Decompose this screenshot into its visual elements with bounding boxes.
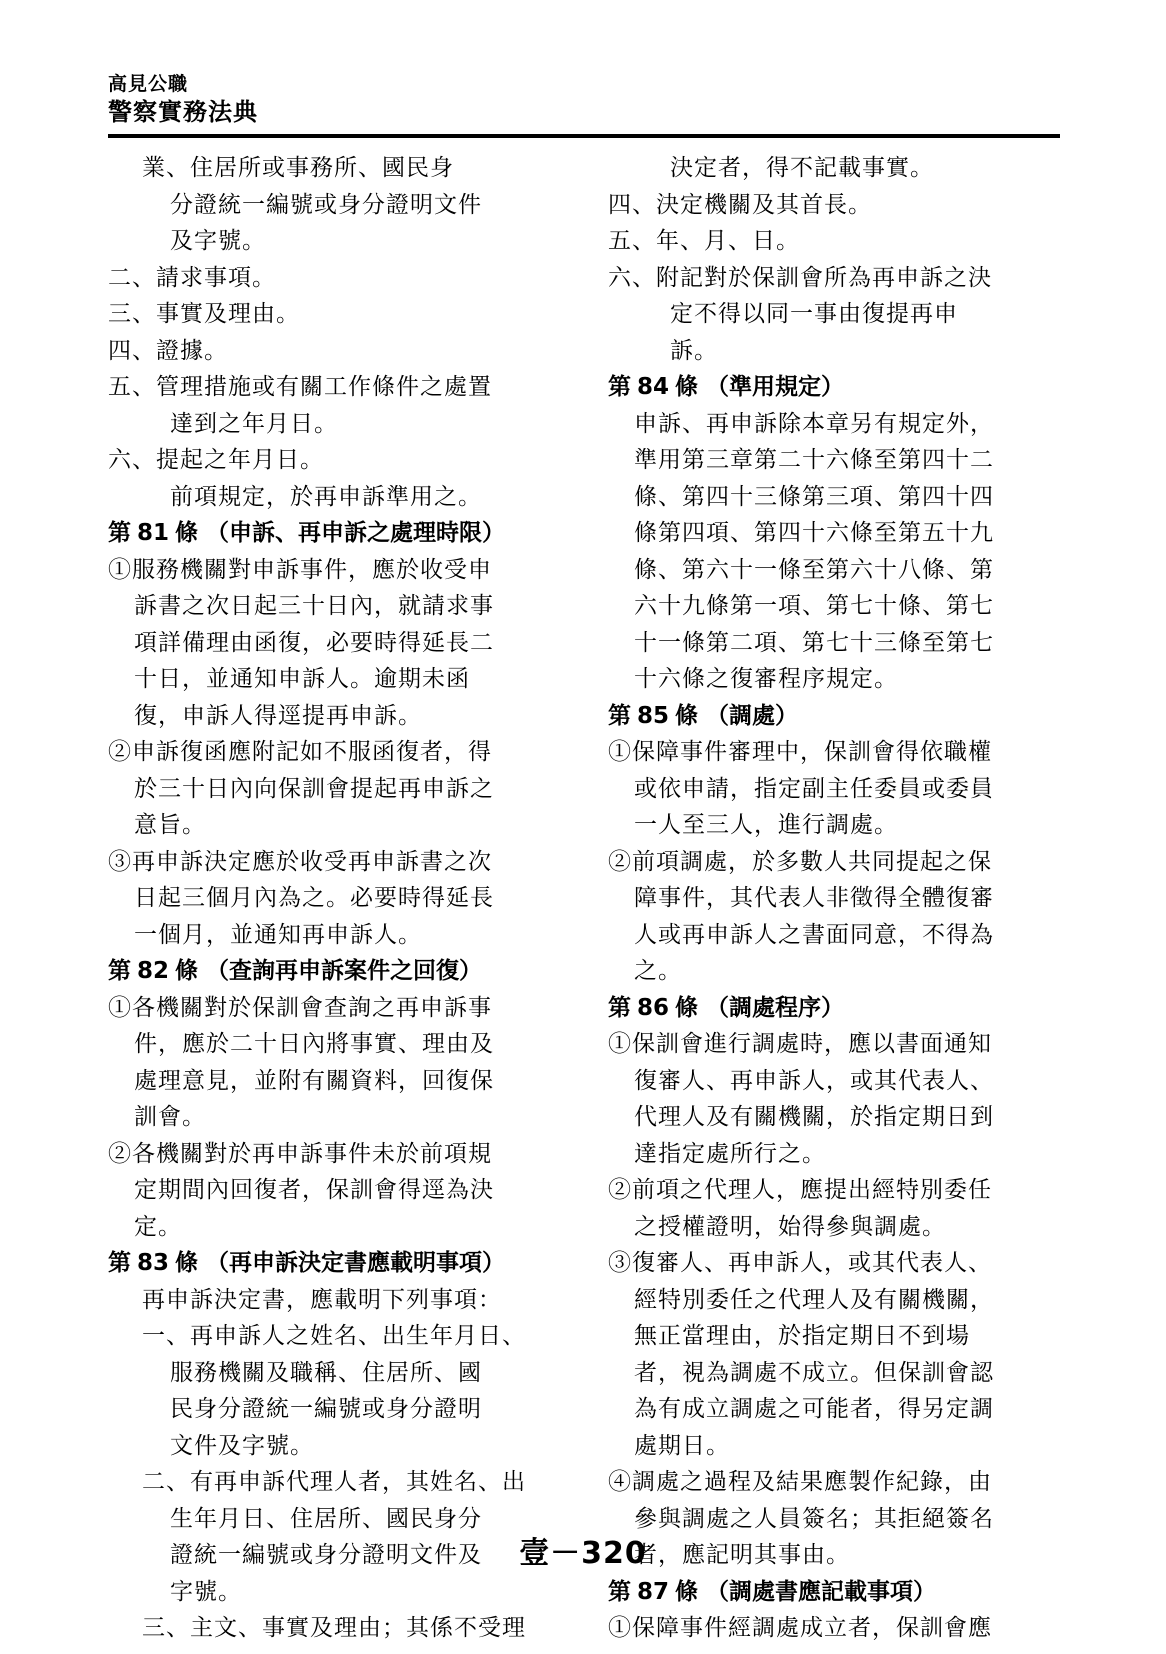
article-number: 82	[137, 958, 170, 984]
body-line: 經特別委任之代理人及有關機關，	[634, 1286, 994, 1313]
article-heading	[108, 953, 560, 990]
body-line: 達指定處所行之。	[634, 1140, 826, 1167]
article-suffix: 條	[175, 958, 199, 984]
body-line: 五、管理措施或有關工作條件之處置	[108, 374, 492, 400]
right-column	[608, 150, 1060, 1647]
article-heading	[608, 698, 1060, 735]
article-suffix: 條	[675, 374, 699, 400]
body-line: ③復審人、再申訴人，或其代表人、	[608, 1250, 992, 1276]
body-line: 及字號。	[170, 228, 266, 254]
body-line: 復審人、再申訴人，或其代表人、	[634, 1067, 994, 1094]
article-title: （查詢再申訴案件之回復）	[198, 958, 483, 984]
article-title: （調處書應記載事項）	[698, 1578, 937, 1605]
body-line: ①保障事件經調處成立者，保訓會應	[608, 1615, 992, 1641]
body-line: ②申訴復函應附記如不服函復者，得	[108, 739, 492, 765]
body-line: 四、證據。	[108, 337, 228, 364]
article-prefix: 第	[108, 1250, 131, 1276]
article-number: 83	[137, 1250, 170, 1276]
body-line: 六十九條第一項、第七十條、第七	[634, 593, 994, 619]
body-line: 人或再申訴人之書面同意，不得為	[634, 921, 994, 948]
body-line: 文件及字號。	[170, 1432, 314, 1459]
body-line: 六、附記對於保訓會所為再申訴之決	[608, 264, 992, 291]
body-line: 三、主文、事實及理由；其係不受理	[142, 1615, 526, 1641]
body-line: 前項規定，於再申訴準用之。	[170, 483, 482, 510]
body-line: 復，申訴人得逕提再申訴。	[134, 702, 422, 729]
book-title: 警察實務法典	[108, 98, 258, 126]
body-line: 一、再申訴人之姓名、出生年月日、	[142, 1323, 526, 1349]
body-line: 定不得以同一事由復提再申	[670, 301, 958, 327]
article-title: （調處）	[698, 702, 799, 729]
body-line: 於三十日內向保訓會提起再申訴之	[134, 775, 494, 802]
article-title: （再申訴決定書應載明事項）	[198, 1250, 506, 1276]
body-line: 服務機關及職稱、住居所、國	[170, 1359, 482, 1386]
header-divider	[108, 134, 1060, 138]
article-heading	[108, 515, 560, 552]
article-suffix: 條	[675, 1578, 699, 1605]
body-line: 或依申請，指定副主任委員或委員	[634, 775, 994, 802]
body-line: 處期日。	[634, 1432, 730, 1459]
body-line: 條、第六十一條至第六十八條、第	[634, 556, 994, 583]
article-title: （申訴、再申訴之處理時限）	[198, 520, 506, 546]
article-heading	[608, 369, 1060, 406]
body-line: ③再申訴決定應於收受再申訴書之次	[108, 848, 492, 875]
article-suffix: 條	[675, 702, 699, 729]
body-line: 準用第三章第二十六條至第四十二	[634, 447, 994, 473]
body-line: 條第四項、第四十六條至第五十九	[634, 520, 994, 546]
article-prefix: 第	[608, 374, 631, 400]
body-line: ①保訓會進行調處時，應以書面通知	[608, 1031, 992, 1057]
body-line: 三、事實及理由。	[108, 301, 300, 327]
article-title: （準用規定）	[698, 374, 845, 400]
body-line: 項詳備理由函復，必要時得延長二	[134, 629, 494, 656]
article-title: （調處程序）	[698, 994, 845, 1021]
body-line: 之授權證明，始得參與調處。	[634, 1213, 946, 1240]
body-line: 分證統一編號或身分證明文件	[170, 191, 482, 218]
publisher-name: 高見公職	[108, 73, 189, 95]
body-line: 無正當理由，於指定期日不到場	[634, 1323, 970, 1349]
article-heading	[108, 1245, 560, 1282]
body-line: 者，應記明其事由。	[634, 1542, 850, 1568]
article-prefix: 第	[608, 1578, 631, 1605]
body-line: ①保障事件審理中，保訓會得依職權	[608, 739, 992, 765]
body-line: 二、有再申訴代理人者，其姓名、出	[142, 1469, 526, 1495]
body-line: 之。	[634, 958, 682, 984]
article-heading	[608, 1574, 1060, 1611]
article-number: 84	[637, 374, 670, 400]
body-line: 字號。	[170, 1578, 242, 1605]
article-prefix: 第	[608, 994, 631, 1021]
article-suffix: 條	[175, 1250, 199, 1276]
body-line: ②各機關對於再申訴事件未於前項規	[108, 1140, 492, 1167]
body-line: 民身分證統一編號或身分證明	[170, 1396, 482, 1422]
body-line: 生年月日、住居所、國民身分	[170, 1505, 482, 1532]
body-line: 訴。	[670, 337, 718, 364]
body-line: 十六條之復審程序規定。	[634, 666, 898, 692]
left-column	[108, 150, 560, 1647]
body-line: 障事件，其代表人非徵得全體復審	[634, 885, 994, 911]
body-line: 業、住居所或事務所、國民身	[142, 155, 454, 181]
article-number: 86	[637, 994, 670, 1021]
body-line: ①各機關對於保訓會查詢之再申訴事	[108, 994, 492, 1021]
body-line: 參與調處之人員簽名；其拒絕簽名	[634, 1505, 994, 1532]
body-line: 訓會。	[134, 1104, 206, 1130]
body-line: 五、年、月、日。	[608, 228, 800, 254]
body-line: 為有成立調處之可能者，得另定調	[634, 1396, 994, 1422]
page-number: 壹－320	[519, 1536, 647, 1571]
body-line: 再申訴決定書，應載明下列事項：	[142, 1286, 502, 1313]
article-heading	[608, 990, 1060, 1027]
body-line: 十日，並通知申訴人。逾期未函	[134, 666, 470, 692]
article-number: 87	[637, 1578, 670, 1605]
body-line: 一個月，並通知再申訴人。	[134, 921, 422, 948]
article-number: 85	[637, 702, 670, 729]
body-line: 者，視為調處不成立。但保訓會認	[634, 1359, 994, 1386]
body-line: 達到之年月日。	[170, 410, 338, 437]
body-line: 訴書之次日起三十日內，就請求事	[134, 593, 494, 619]
body-line: ②前項之代理人，應提出經特別委任	[608, 1177, 992, 1203]
article-number: 81	[137, 520, 170, 546]
article-prefix: 第	[608, 702, 631, 729]
body-line: 處理意見，並附有關資料，回復保	[134, 1067, 494, 1094]
body-line: 代理人及有關機關，於指定期日到	[634, 1104, 994, 1130]
body-line: 定期間內回復者，保訓會得逕為決	[134, 1177, 494, 1203]
body-line: 件，應於二十日內將事實、理由及	[134, 1031, 494, 1057]
body-line: 二、請求事項。	[108, 264, 276, 291]
body-line: 條、第四十三條第三項、第四十四	[634, 483, 994, 510]
article-prefix: 第	[108, 958, 131, 984]
body-line: 證統一編號或身分證明文件及	[170, 1542, 482, 1568]
body-line: 四、決定機關及其首長。	[608, 191, 872, 218]
body-line: ④調處之過程及結果應製作紀錄，由	[608, 1469, 992, 1495]
body-line: 申訴、再申訴除本章另有規定外，	[634, 410, 994, 437]
page-header	[108, 72, 1058, 127]
body-line: 十一條第二項、第七十三條至第七	[634, 629, 994, 656]
body-line: ②前項調處，於多數人共同提起之保	[608, 848, 992, 875]
article-suffix: 條	[675, 994, 699, 1021]
body-line: 意旨。	[134, 812, 206, 838]
body-line: 一人至三人，進行調處。	[634, 812, 898, 838]
body-line: 六、提起之年月日。	[108, 447, 324, 473]
article-suffix: 條	[175, 520, 199, 546]
body-line: 定。	[134, 1213, 182, 1240]
body-line: 決定者，得不記載事實。	[670, 155, 934, 181]
body-line: ①服務機關對申訴事件，應於收受申	[108, 556, 492, 583]
body-line: 日起三個月內為之。必要時得延長	[134, 885, 494, 911]
article-prefix: 第	[108, 520, 131, 546]
